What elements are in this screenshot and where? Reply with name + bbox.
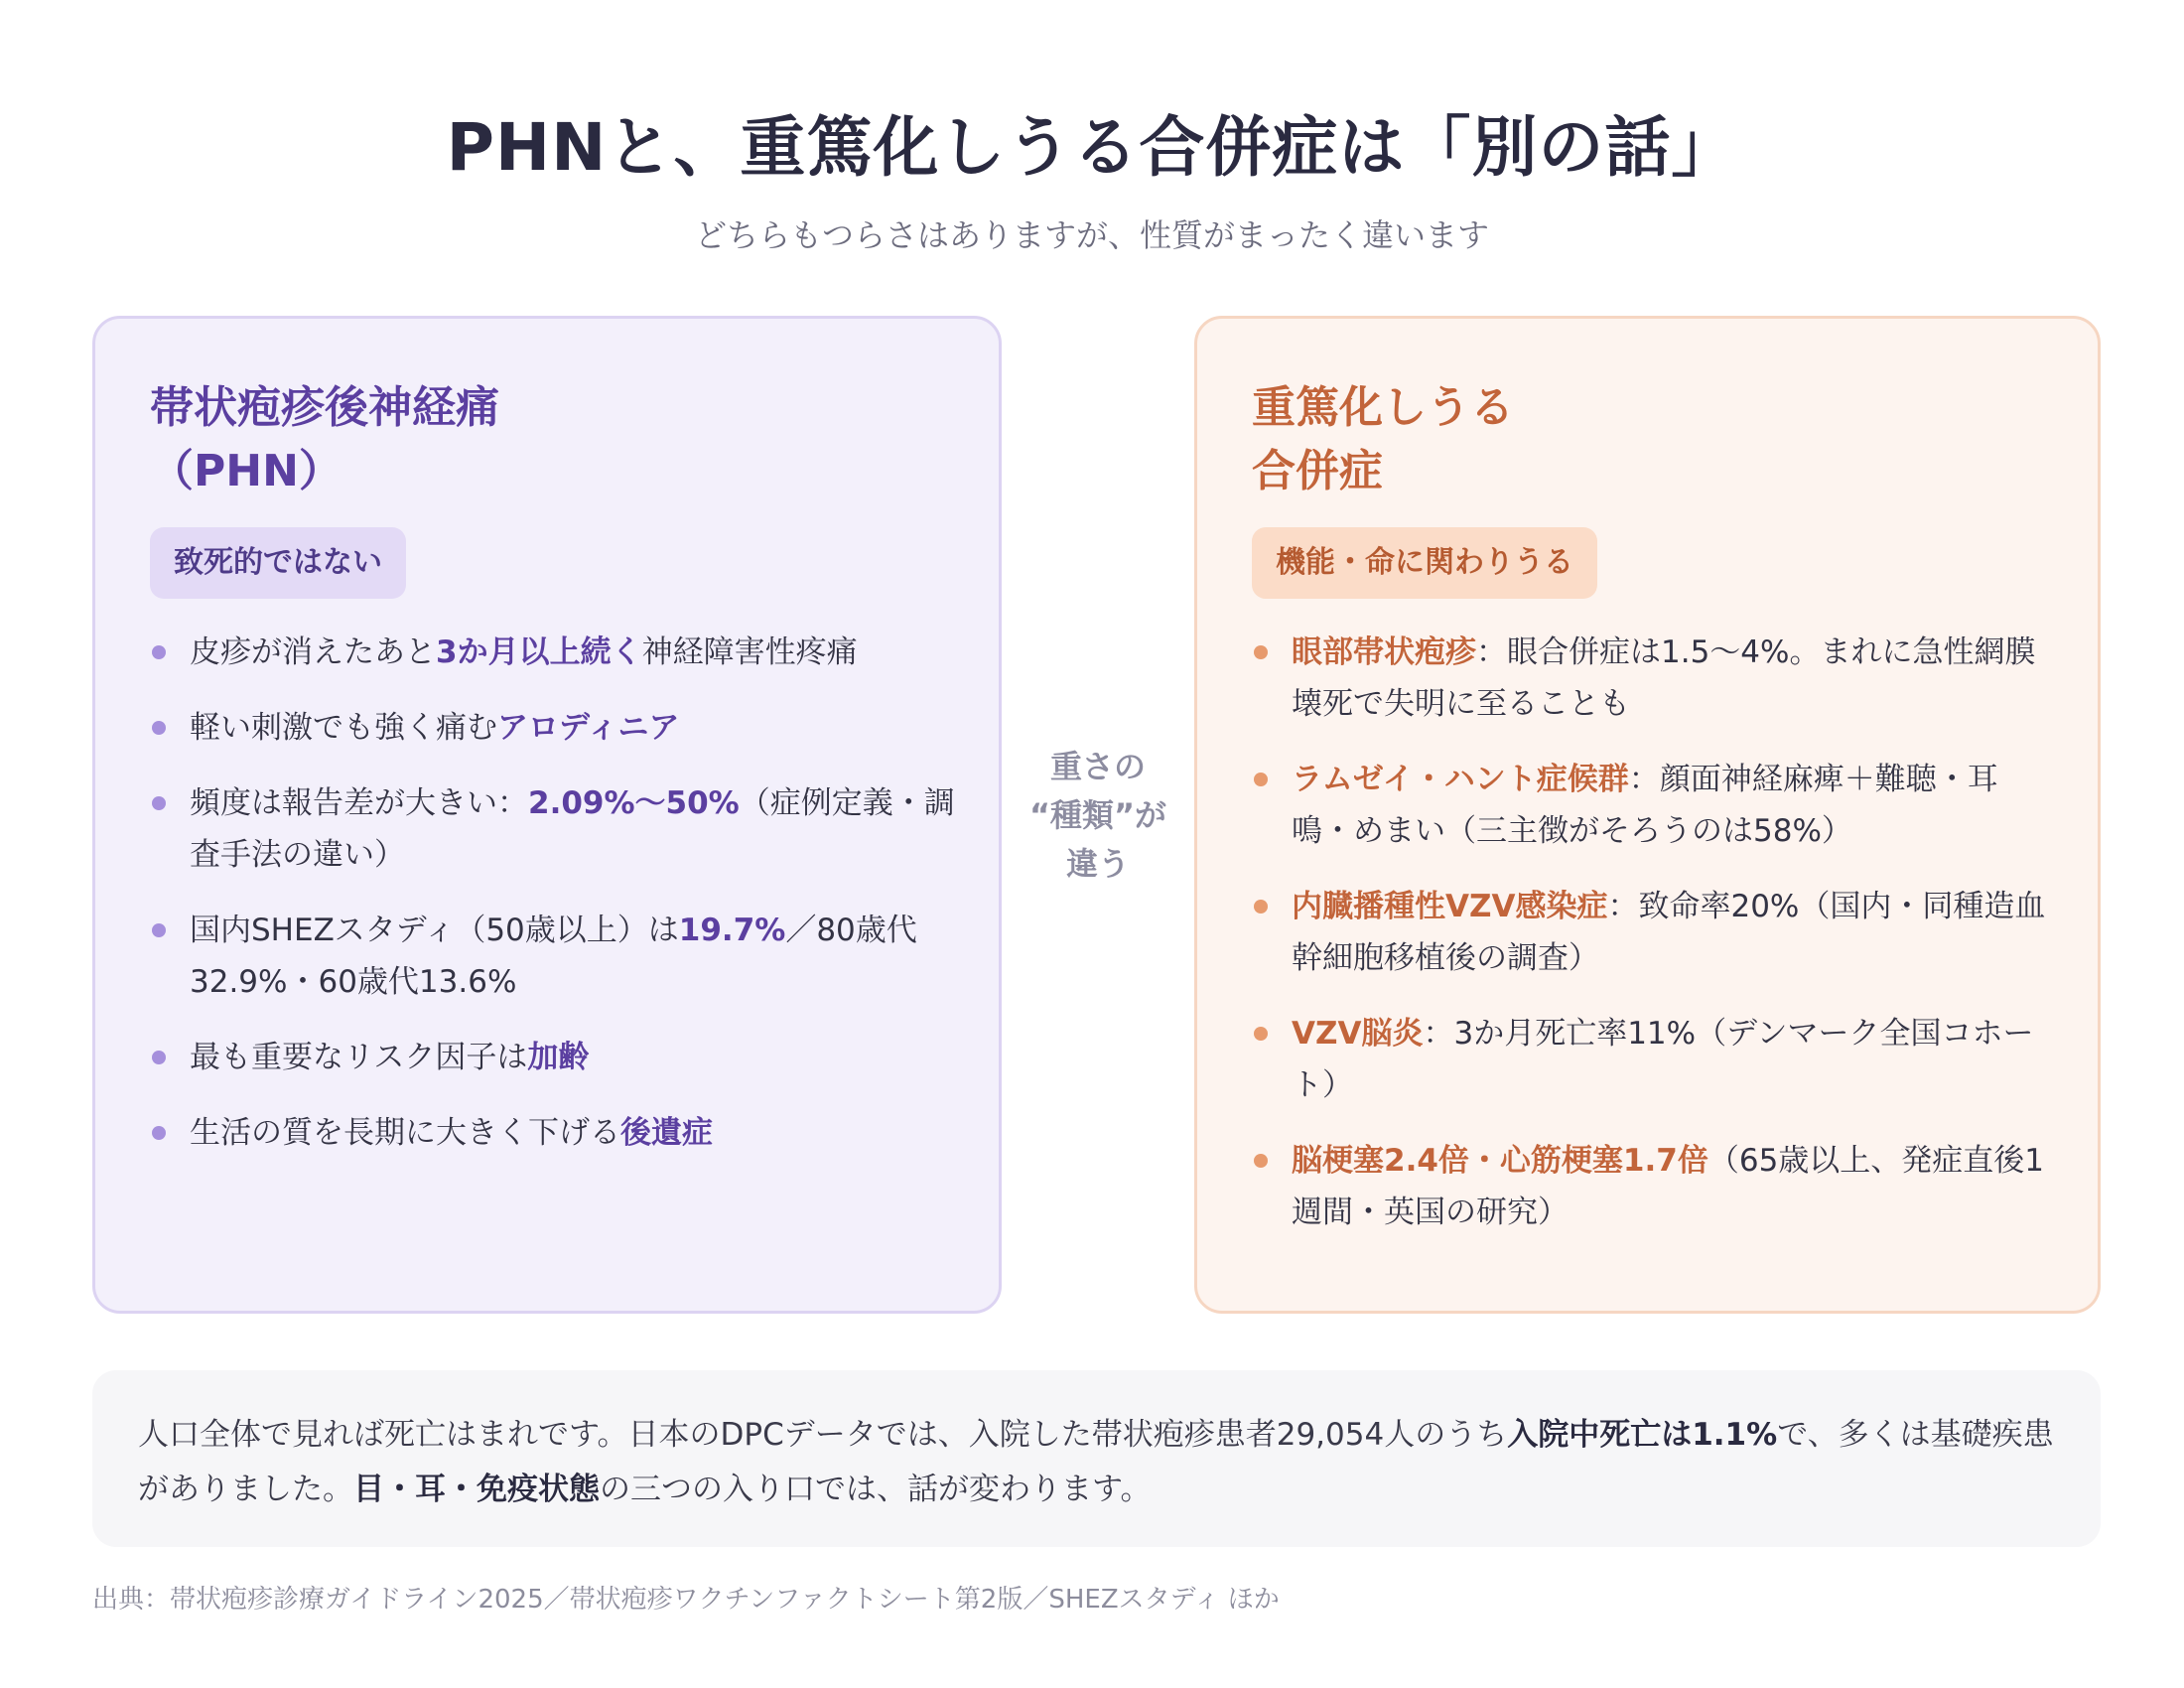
phn-card-title-line1: 帯状疱疹後神経痛 [150, 382, 499, 433]
item-emphasis: VZV脳炎 [1292, 1016, 1424, 1052]
summary-box [92, 1370, 2101, 1547]
list-item [1252, 881, 2058, 984]
list-item [1252, 1135, 2058, 1238]
summary-emphasis: 目・耳・免疫状態 [353, 1472, 600, 1507]
list-item [150, 905, 959, 1008]
bullet-dot-icon [152, 721, 166, 735]
complications-status-badge: 機能・命に関わりうる [1252, 527, 1597, 599]
item-text: ：眼合併症は1.5〜4%。まれに急性網膜壊死で失明に至ることも [1292, 634, 2036, 722]
comparison-label-line1: 重さの [1049, 748, 1146, 785]
list-item [150, 702, 959, 754]
item-text: 生活の質を長期に大きく下げる [190, 1115, 620, 1151]
complications-card-title [1252, 376, 1514, 503]
item-emphasis: アロディニア [497, 710, 680, 746]
item-text: 国内SHEZスタディ（50歳以上）は [190, 913, 679, 948]
bullet-dot-icon [152, 1051, 166, 1064]
bullet-dot-icon [1254, 773, 1268, 786]
bullet-dot-icon [1254, 1027, 1268, 1041]
bullet-dot-icon [152, 796, 166, 810]
item-text: ／80歳代32.9%・60歳代13.6% [190, 913, 917, 1000]
page-title: PHNと、重篤化しうる合併症は「別の話」 [446, 109, 1738, 186]
item-emphasis: 加齢 [527, 1040, 590, 1075]
item-text: ：顔面神経麻痺＋難聴・耳鳴・めまい（三主徴がそろうのは58%） [1292, 762, 1998, 849]
phn-bullet-list [150, 627, 959, 1183]
list-item [1252, 627, 2058, 730]
page-subtitle: どちらもつらさはありますが、性質がまったく違います [694, 216, 1489, 254]
list-item [1252, 754, 2058, 857]
list-item [150, 777, 959, 881]
item-text: 軽い刺激でも強く痛む [190, 710, 497, 746]
item-emphasis: 眼部帯状疱疹 [1292, 634, 1476, 670]
summary-text: の三つの入り口では、話が変わります。 [600, 1472, 1152, 1507]
item-text: 皮疹が消えたあと [190, 634, 436, 670]
item-emphasis: 3か月以上続く [436, 634, 642, 670]
item-text: ：3か月死亡率11%（デンマーク全国コホート） [1292, 1016, 2034, 1103]
bullet-dot-icon [1254, 900, 1268, 914]
comparison-label-line2: “種類”が [1028, 796, 1167, 834]
list-item [150, 627, 959, 678]
complications-bullet-list [1252, 627, 2058, 1262]
item-text: （症例定義・調査手法の違い） [190, 785, 955, 873]
list-item [1252, 1008, 2058, 1111]
phn-card [92, 316, 1002, 1314]
item-text: ：致命率20%（国内・同種造血幹細胞移植後の調査） [1292, 889, 2046, 976]
complications-card-title-line2: 合併症 [1252, 446, 1383, 496]
complications-card [1194, 316, 2101, 1314]
comparison-label-line3: 違う [1065, 845, 1130, 883]
item-emphasis: 脳梗塞2.4倍・心筋梗塞1.7倍 [1292, 1143, 1708, 1179]
bullet-dot-icon [152, 1126, 166, 1140]
summary-text: 人口全体で見れば死亡はまれです。日本のDPCデータでは、入院した帯状疱疹患者29,054人のうち [138, 1417, 1508, 1453]
item-emphasis: ラムゼイ・ハント症候群 [1292, 762, 1629, 797]
item-emphasis: 2.09%〜50% [528, 785, 740, 821]
bullet-dot-icon [152, 645, 166, 659]
item-emphasis: 内臓播種性VZV感染症 [1292, 889, 1608, 924]
complications-card-title-line1: 重篤化しうる [1252, 382, 1514, 433]
item-text: （65歳以上、発症直後1週間・英国の研究） [1292, 1143, 2045, 1230]
source-citation: 出典：帯状疱疹診療ガイドライン2025／帯状疱疹ワクチンファクトシート第2版／SHEZスタディ ほか [92, 1585, 1280, 1615]
phn-status-badge: 致死的ではない [150, 527, 406, 599]
phn-card-title [150, 376, 499, 503]
item-text: 頻度は報告差が大きい： [190, 785, 528, 821]
summary-emphasis: 入院中死亡は1.1% [1507, 1417, 1778, 1453]
item-text: 神経障害性疼痛 [641, 634, 858, 670]
bullet-dot-icon [1254, 1154, 1268, 1168]
bullet-dot-icon [1254, 645, 1268, 659]
comparison-label [1002, 743, 1194, 889]
bullet-dot-icon [152, 923, 166, 937]
summary-text: で、多くは基礎疾患がありました。 [138, 1417, 2054, 1507]
item-emphasis: 後遺症 [620, 1115, 713, 1151]
item-text: 最も重要なリスク因子は [190, 1040, 528, 1075]
list-item [150, 1107, 959, 1159]
list-item [150, 1032, 959, 1083]
item-emphasis: 19.7% [678, 913, 786, 948]
phn-card-title-line2: （PHN） [150, 446, 342, 496]
